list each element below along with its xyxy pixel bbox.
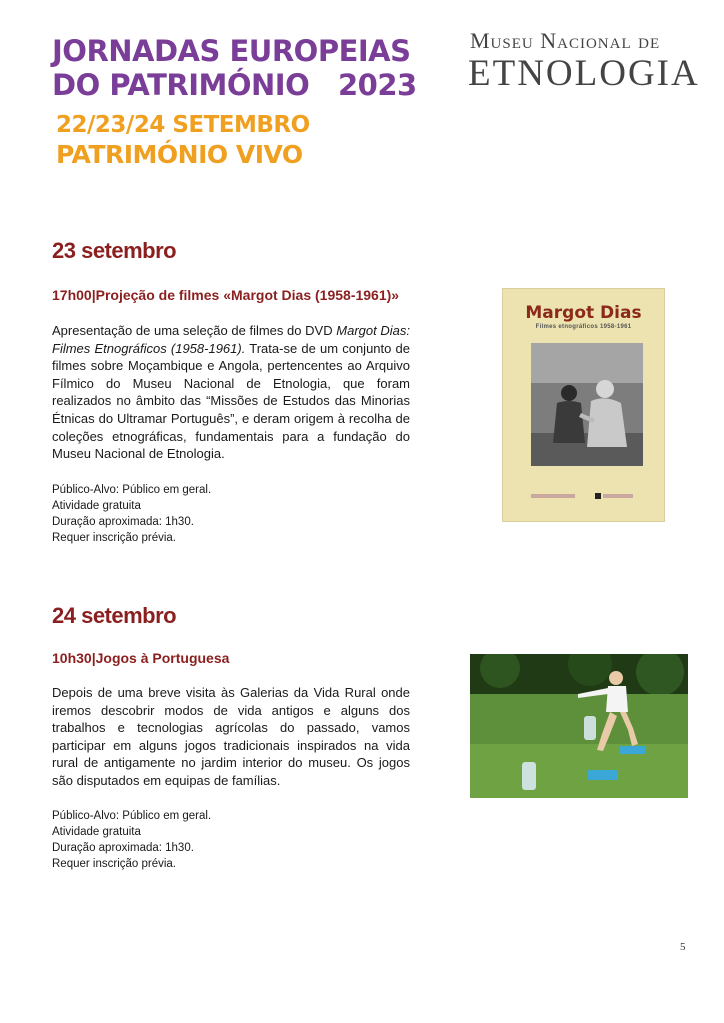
header-theme: PATRIMÓNIO VIVO	[56, 140, 303, 169]
dvd-cover-label-right	[603, 494, 633, 498]
audience: Público-Alvo: Público em geral.	[52, 810, 212, 822]
logo-museum-name: Museu Nacional de	[470, 28, 661, 53]
price: Atividade gratuita	[52, 826, 141, 838]
registration: Requer inscrição prévia.	[52, 532, 177, 544]
price: Atividade gratuita	[52, 500, 141, 512]
day-heading: 23 setembro	[52, 238, 177, 263]
header-dates: 22/23/24 SETEMBRO	[56, 112, 310, 138]
registration: Requer inscrição prévia.	[52, 858, 177, 870]
dvd-cover-photo	[531, 343, 643, 466]
dvd-cover-label-left	[531, 494, 575, 498]
dvd-title-italic: Margot Dias: Filmes Etnográficos (1958-1961).	[52, 323, 410, 356]
event-title: 17h00|Projeção de filmes «Margot Dias (1958-1961)»	[52, 287, 400, 303]
day-heading: 24 setembro	[52, 603, 177, 628]
dvd-cover-image	[503, 289, 664, 521]
garden-games-photo	[470, 654, 688, 798]
duration: Duração aproximada: 1h30.	[52, 842, 194, 854]
page-number: 5	[680, 941, 686, 953]
header-title-line1: JORNADAS EUROPEIAS	[52, 34, 411, 68]
event-title: 10h30|Jogos à Portuguesa	[52, 650, 230, 666]
dvd-cover-logo-mark	[595, 493, 601, 499]
event-description: Depois de uma breve visita às Galerias da Vida Rural onde iremos descobrir modos de vida antigos e alguns dos trabalhos e tecnologias agrícolas do passado, vamos participar em alguns jogos tradicionais inspirados na vida rural de antigamente no jardim interior do museu. Os jogos são disputados em equipas de famílias.	[52, 685, 410, 788]
audience: Público-Alvo: Público em geral.	[52, 484, 212, 496]
dvd-cover-subtitle: Filmes etnográficos 1958-1961	[535, 324, 632, 330]
duration: Duração aproximada: 1h30.	[52, 516, 194, 528]
event-description: Apresentação de uma seleção de filmes do DVD Margot Dias: Filmes Etnográficos (1958-1961). Trata-se de um conjunto de filmes sobre Moçambique e Angola, pertencentes ao Arquivo Fílmico do Museu Nacional de Etnologia, que foram realizados no âmbito das “Missões de Estudos das Minorias Étnicas do Ultramar Português”, e deram origem à recolha de coleções etnográficas, fundamentais para a fundação do Museu Nacional de Etnologia.	[52, 323, 411, 462]
event-meta	[52, 482, 211, 546]
header-year: 2023	[338, 68, 417, 102]
logo-etnologia: ETNOLOGIA	[468, 53, 700, 94]
dvd-cover-title: Margot Dias	[525, 303, 642, 323]
header-title-line2: DO PATRIMÓNIO	[52, 68, 310, 102]
event-meta	[52, 808, 211, 872]
